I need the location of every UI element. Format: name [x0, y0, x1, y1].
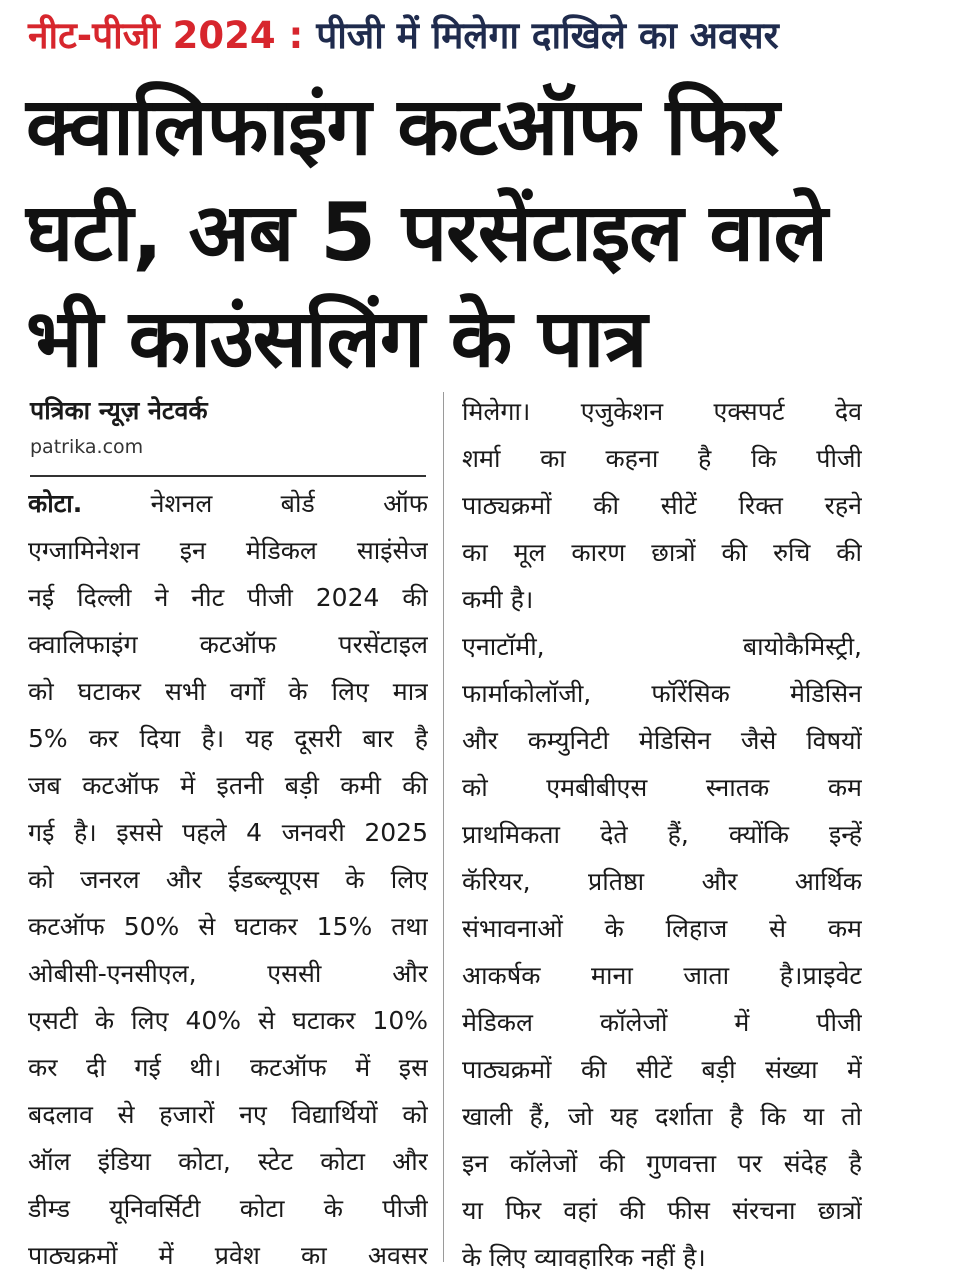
article-line: या फिर वहां की फीस संरचना छात्रों	[462, 1196, 862, 1225]
column-divider	[443, 392, 444, 1262]
article-line: जब कटऑफ में इतनी बड़ी कमी की	[28, 771, 428, 800]
kicker-text: पीजी में मिलेगा दाखिले का अवसर	[316, 14, 779, 57]
article-line: गई है। इससे पहले 4 जनवरी 2025	[28, 818, 428, 847]
article-column-1	[28, 480, 428, 1279]
article-line: कमी है।	[462, 585, 534, 614]
article-line: पाठ्यक्रमों की सीटें रिक्त रहने	[462, 491, 862, 520]
byline-website: patrika.com	[30, 436, 144, 458]
article-line: कर दी गई थी। कटऑफ में इस	[28, 1053, 428, 1082]
dateline: कोटा.	[28, 489, 83, 518]
article-line: को जनरल और ईडब्ल्यूएस के लिए	[28, 865, 428, 894]
headline-line-1: क्वालिफाइंग कटऑफ फिर	[26, 80, 779, 173]
article-line: क्वालिफाइंग कटऑफ परसेंटाइल	[28, 630, 428, 659]
headline-line-3: भी काउंसलिंग के पात्र	[26, 292, 647, 385]
article-line: प्राथमिकता देते हैं, क्योंकि इन्हें	[462, 820, 862, 849]
article-line: को घटाकर सभी वर्गों के लिए मात्र	[28, 677, 428, 706]
kicker	[28, 6, 958, 66]
article-line: पाठ्यक्रमों की सीटें बड़ी संख्या में	[462, 1055, 862, 1084]
kicker-topic: नीट-पीजी 2024 :	[28, 14, 304, 57]
article-line: इन कॉलेजों की गुणवत्ता पर संदेह है	[462, 1149, 862, 1178]
article-line: शर्मा का कहना है कि पीजी	[462, 444, 862, 473]
article-line: नई दिल्ली ने नीट पीजी 2024 की	[28, 583, 428, 612]
article-line: और कम्युनिटी मेडिसिन जैसे विषयों	[462, 726, 862, 755]
byline-rule	[30, 475, 426, 477]
article-line: ओबीसी-एनसीएल, एससी और	[28, 959, 428, 988]
article-line: का मूल कारण छात्रों की रुचि की	[462, 538, 862, 567]
article-line: मिलेगा। एजुकेशन एक्सपर्ट देव	[462, 397, 862, 426]
article-line: कटऑफ 50% से घटाकर 15% तथा	[28, 912, 428, 941]
article-column-2	[462, 388, 862, 1281]
byline-author: पत्रिका न्यूज़ नेटवर्क	[30, 396, 208, 425]
article-line: 5% कर दिया है। यह दूसरी बार है	[28, 724, 428, 753]
article-line: डीम्ड यूनिवर्सिटी कोटा के पीजी	[28, 1194, 428, 1223]
article-line: एसटी के लिए 40% से घटाकर 10%	[28, 1006, 428, 1035]
article-line: के लिए व्यावहारिक नहीं है।	[462, 1243, 706, 1272]
headline	[26, 74, 966, 392]
article-line: एनाटॉमी, बायोकैमिस्ट्री,	[462, 632, 862, 661]
article-line: फार्माकोलॉजी, फॉरेंसिक मेडिसिन	[462, 679, 862, 708]
headline-line-2: घटी, अब 5 परसेंटाइल वाले	[26, 186, 827, 279]
article-line: बदलाव से हजारों नए विद्यार्थियों को	[28, 1100, 428, 1129]
article-line: एग्जामिनेशन इन मेडिकल साइंसेज	[28, 536, 428, 565]
article-line: को एमबीबीएस स्नातक कम	[462, 773, 862, 802]
article-line: कोटा. नेशनल बोर्ड ऑफ	[28, 489, 428, 518]
article-line: मेडिकल कॉलेजों में पीजी	[462, 1008, 862, 1037]
article-line: संभावनाओं के लिहाज से कम	[462, 914, 862, 943]
article-line: कॅरियर, प्रतिष्ठा और आर्थिक	[462, 867, 862, 896]
article-line: ऑल इंडिया कोटा, स्टेट कोटा और	[28, 1147, 428, 1176]
article-line: आकर्षक माना जाता है।प्राइवेट	[462, 961, 862, 990]
article-line: पाठ्यक्रमों में प्रवेश का अवसर	[28, 1241, 428, 1270]
article-line: खाली हैं, जो यह दर्शाता है कि या तो	[462, 1102, 862, 1131]
